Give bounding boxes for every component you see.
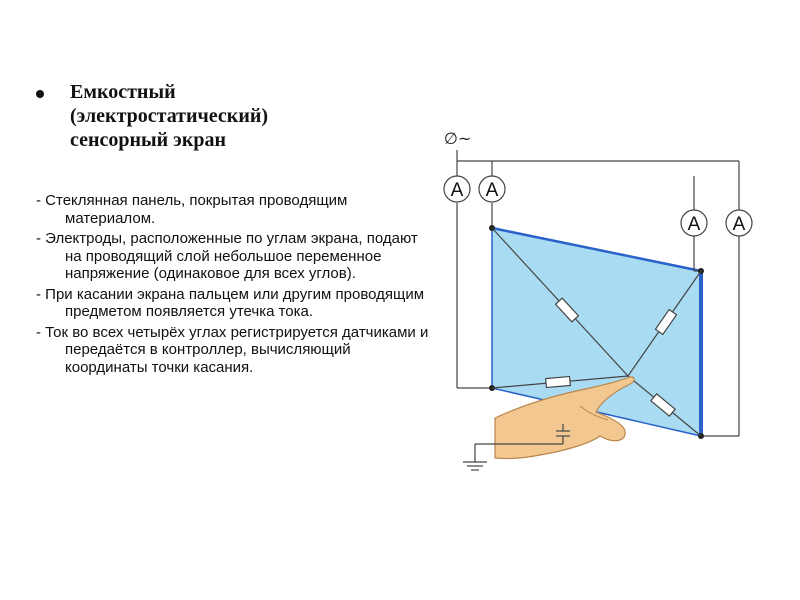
svg-text:A: A [687,214,701,235]
description-list [36,192,431,379]
ac-source-label: ∅~ [444,129,472,148]
resistor [546,376,571,387]
svg-text:A: A [450,180,464,201]
svg-text:A: A [732,214,746,235]
description-item: - Ток во всех четырёх углах регистрируется датчиками и передаётся в контроллер, вычисляющий координаты точки касания. [36,323,429,376]
slide-title-line: Емкостный [70,81,176,103]
ammeter [444,176,470,202]
ammeter [726,210,752,236]
ammeter [681,210,707,236]
slide-title-line: сенсорный экран [70,129,226,151]
heading-block [36,80,366,152]
slide-title [70,80,366,152]
description-item: - Электроды, расположенные по углам экрана, подают на проводящий слой небольшое переменное напряжение (одинаковое для всех углов). [36,230,418,282]
description-item: - Стеклянная панель, покрытая проводящим материалом. [36,192,348,227]
bullet-dot [36,90,44,98]
ammeter [479,176,505,202]
touchscreen-diagram [430,118,800,478]
svg-text:A: A [485,180,499,201]
description-item: - При касании экрана пальцем или другим проводящим предметом появляется утечка тока. [36,285,425,320]
slide-title-line: (электростатический) [70,105,269,127]
